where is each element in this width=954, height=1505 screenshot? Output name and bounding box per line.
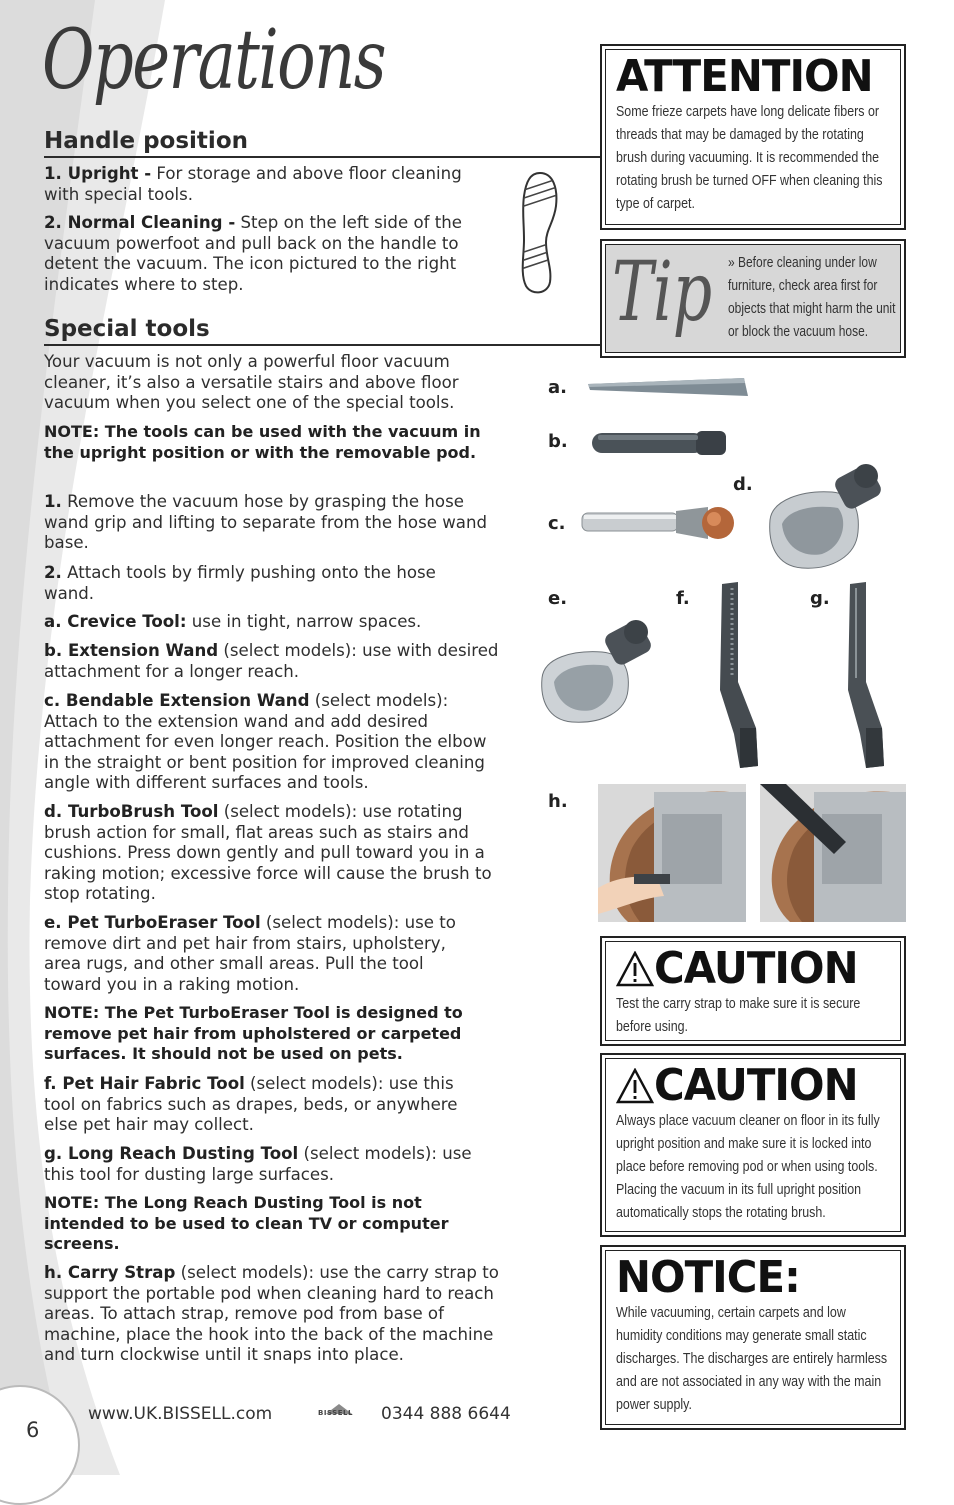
tool-c-text: (select models): Attach to the extension wand and add desired attachment for even longer reach. Position the elbow in the straight or bent position for improved cleaning angle with different surfaces and tools. xyxy=(44,691,487,793)
tip-word: Tip xyxy=(612,245,713,340)
handle-position-heading: Handle position xyxy=(44,128,248,154)
tool-h-paragraph xyxy=(44,1263,504,1366)
tool-h-text: (select models): use the carry strap to support the portable pod when cleaning hard to reach areas. To attach strap, remove pod from base of machine, place the hook into the back of the machine and turn clockwise until it snaps into place. xyxy=(44,1263,499,1365)
label-g: g. xyxy=(810,588,830,609)
caution-2-heading: CAUTION xyxy=(654,1060,858,1111)
step-2-text: Attach tools by firmly pushing onto the hose wand. xyxy=(44,563,436,603)
tool-b-text: (select models): use with desired attachment for a longer reach. xyxy=(44,641,499,681)
footer-url: www.UK.BISSELL.com xyxy=(88,1404,273,1424)
page-title: Operations xyxy=(42,13,386,108)
step-1-label: 1. xyxy=(44,492,62,511)
page-number: 6 xyxy=(26,1418,40,1442)
step-1-paragraph xyxy=(44,492,504,554)
tool-f-label: f. Pet Hair Fabric Tool xyxy=(44,1074,245,1093)
handle-normal-label: 2. Normal Cleaning - xyxy=(44,213,236,232)
special-note-3: NOTE: The Long Reach Dusting Tool is not intended to be used to clean TV or computer screens. xyxy=(44,1193,449,1254)
handle-upright-label: 1. Upright - xyxy=(44,164,152,183)
handle-heading-rule xyxy=(44,156,600,158)
special-intro: Your vacuum is not only a powerful floor vacuum cleaner, it’s also a versatile stairs and above floor vacuum when you select one of the special tools. xyxy=(44,352,459,413)
label-b: b. xyxy=(548,431,568,452)
special-tools-heading-rule xyxy=(44,344,600,346)
tool-h-label: h. Carry Strap xyxy=(44,1263,176,1282)
caution-1-heading: CAUTION xyxy=(654,943,858,994)
step-2-paragraph xyxy=(44,563,444,604)
pet-hair-fabric-tool-image xyxy=(704,578,766,770)
tool-f-paragraph xyxy=(44,1074,464,1136)
tool-d-text: (select models): use rotating brush action for small, flat areas such as stairs and cushions. Press down gently and pull toward you in a raking motion; excessive force will cause the brush to stop rotating. xyxy=(44,802,492,904)
tool-g-paragraph xyxy=(44,1144,474,1185)
tool-e-label: e. Pet TurboEraser Tool xyxy=(44,913,261,932)
label-a: a. xyxy=(548,377,567,398)
tool-g-label: g. Long Reach Dusting Tool xyxy=(44,1144,299,1163)
tip-text: » Before cleaning under low furniture, check area first for objects that might harm the unit or block the vacuum hose. xyxy=(728,254,896,340)
caution-2-text: Always place vacuum cleaner on floor in its fully upright position and make sure it is locked into place before removing pod or when using tools. Placing the vacuum in its full upright position automatically stops the rotating brush. xyxy=(616,1112,880,1222)
tool-e-paragraph xyxy=(44,913,474,995)
tool-a-label: a. Crevice Tool: xyxy=(44,612,187,631)
tip-box xyxy=(600,239,906,358)
tool-c-label: c. Bendable Extension Wand xyxy=(44,691,310,710)
caution-1-header xyxy=(616,943,876,994)
tool-a-text: use in tight, narrow spaces. xyxy=(186,612,422,631)
handle-normal-paragraph xyxy=(44,213,504,295)
special-note-1: NOTE: The tools can be used with the vacuum in the upright position or with the removable pod. xyxy=(44,422,481,462)
caution-box-2 xyxy=(600,1053,906,1237)
tool-a-paragraph xyxy=(44,612,504,633)
tool-b-paragraph xyxy=(44,641,504,682)
label-f: f. xyxy=(676,588,690,609)
carry-strap-photo-1 xyxy=(598,784,746,922)
step-1-text: Remove the vacuum hose by grasping the hose wand grip and lifting to separate from the hose wand base. xyxy=(44,492,487,553)
turbobrush-tool-image xyxy=(762,460,890,575)
crevice-tool-image xyxy=(584,372,754,404)
extension-wand-image xyxy=(588,427,732,461)
footstep-icon xyxy=(518,170,560,298)
special-note-2: NOTE: The Pet TurboEraser Tool is designed to remove pet hair from upholstered or carpeted surfaces. It should not be used on pets. xyxy=(44,1003,463,1064)
notice-heading: NOTICE: xyxy=(616,1252,800,1303)
tool-b-label: b. Extension Wand xyxy=(44,641,219,660)
warning-triangle-icon xyxy=(616,951,654,987)
handle-upright-paragraph xyxy=(44,164,464,205)
handle-normal-text: Step on the left side of the vacuum powerfoot and pull back on the handle to detent the vacuum. The icon pictured to the right indicates where to step. xyxy=(44,213,462,294)
bissell-logo-text: BISSELL xyxy=(318,1409,353,1417)
caution-1-text: Test the carry strap to make sure it is secure before using. xyxy=(616,995,861,1036)
tool-d-paragraph xyxy=(44,802,504,905)
handle-upright-text: For storage and above floor cleaning with special tools. xyxy=(44,164,462,204)
attention-heading: ATTENTION xyxy=(616,51,873,102)
notice-box xyxy=(600,1245,906,1430)
special-tools-heading: Special tools xyxy=(44,316,210,342)
label-h: h. xyxy=(548,791,568,812)
caution-2-header xyxy=(616,1060,876,1111)
label-d: d. xyxy=(733,474,753,495)
bissell-logo xyxy=(314,1400,364,1431)
tool-d-label: d. TurboBrush Tool xyxy=(44,802,219,821)
tool-g-text: (select models): use this tool for dusting large surfaces. xyxy=(44,1144,472,1184)
pet-turboeraser-tool-image xyxy=(536,616,660,728)
caution-box-1 xyxy=(600,936,906,1046)
warning-triangle-icon xyxy=(616,1068,654,1104)
carry-strap-photo-2 xyxy=(760,784,906,922)
attention-text: Some frieze carpets have long delicate fibers or threads that may be damaged by the rotating brush during vacuuming. It is recommended the rotating brush be turned OFF when cleaning this type of carpet. xyxy=(616,103,883,213)
tool-c-paragraph xyxy=(44,691,504,794)
label-e: e. xyxy=(548,588,568,609)
tool-f-text: (select models): use this tool on fabrics such as drapes, beds, or anywhere else pet hair may collect. xyxy=(44,1074,458,1135)
step-2-label: 2. xyxy=(44,563,62,582)
footer-phone: 0344 888 6644 xyxy=(381,1404,511,1424)
notice-text: While vacuuming, certain carpets and low humidity conditions may generate small static discharges. The discharges are entirely harmless and are not associated in any way with the main power supply. xyxy=(616,1304,888,1414)
tool-e-text: (select models): use to remove dirt and pet hair from stairs, upholstery, area rugs, and other small areas. Pull the tool toward you in a raking motion. xyxy=(44,913,456,994)
long-reach-dusting-tool-image xyxy=(834,578,894,770)
attention-box xyxy=(600,44,906,230)
label-c: c. xyxy=(548,513,566,534)
bendable-extension-wand-image xyxy=(580,503,742,543)
